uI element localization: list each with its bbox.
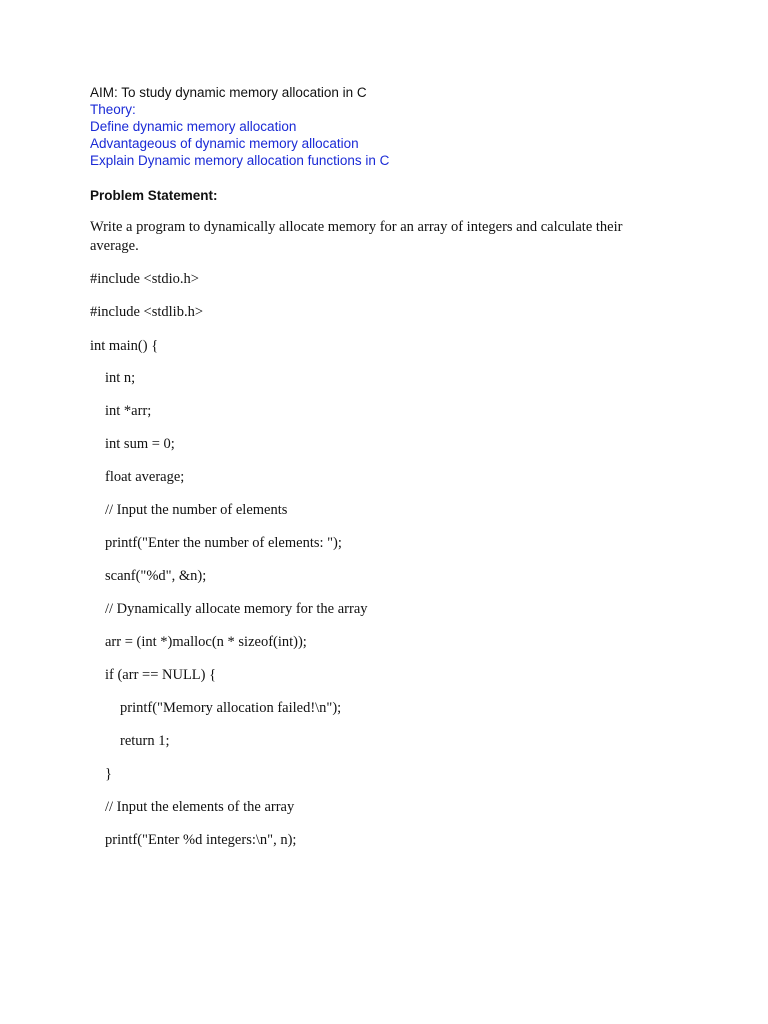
code-line: printf("Enter the number of elements: "); — [105, 535, 342, 551]
code-line: int n; — [105, 370, 136, 386]
code-line: int main() { — [90, 338, 159, 354]
code-comment: // Dynamically allocate memory for the array — [105, 601, 368, 617]
code-line: #include <stdlib.h> — [90, 304, 204, 320]
code-comment: // Input the elements of the array — [105, 799, 295, 815]
code-line: scanf("%d", &n); — [105, 568, 207, 584]
theory-item-define: Define dynamic memory allocation — [90, 119, 297, 134]
code-line: printf("Memory allocation failed!\n"); — [120, 700, 342, 716]
theory-item-advantages: Advantageous of dynamic memory allocation — [90, 136, 359, 151]
code-line: return 1; — [120, 733, 170, 749]
code-line: float average; — [105, 469, 185, 485]
aim-line: AIM: To study dynamic memory allocation in C — [90, 85, 367, 100]
code-line: } — [105, 766, 112, 782]
code-line: printf("Enter %d integers:\n", n); — [105, 832, 297, 848]
problem-statement: Write a program to dynamically allocate memory for an array of integers and calculate their average. — [90, 219, 623, 254]
code-line: int sum = 0; — [105, 436, 175, 452]
code-line: if (arr == NULL) { — [105, 667, 217, 683]
code-comment: // Input the number of elements — [105, 502, 288, 518]
code-line: int *arr; — [105, 403, 152, 419]
theory-label: Theory: — [90, 102, 136, 117]
problem-heading: Problem Statement: — [90, 188, 218, 203]
code-line: #include <stdio.h> — [90, 271, 199, 287]
theory-item-functions: Explain Dynamic memory allocation functions in C — [90, 153, 390, 168]
code-line: arr = (int *)malloc(n * sizeof(int)); — [105, 634, 307, 650]
